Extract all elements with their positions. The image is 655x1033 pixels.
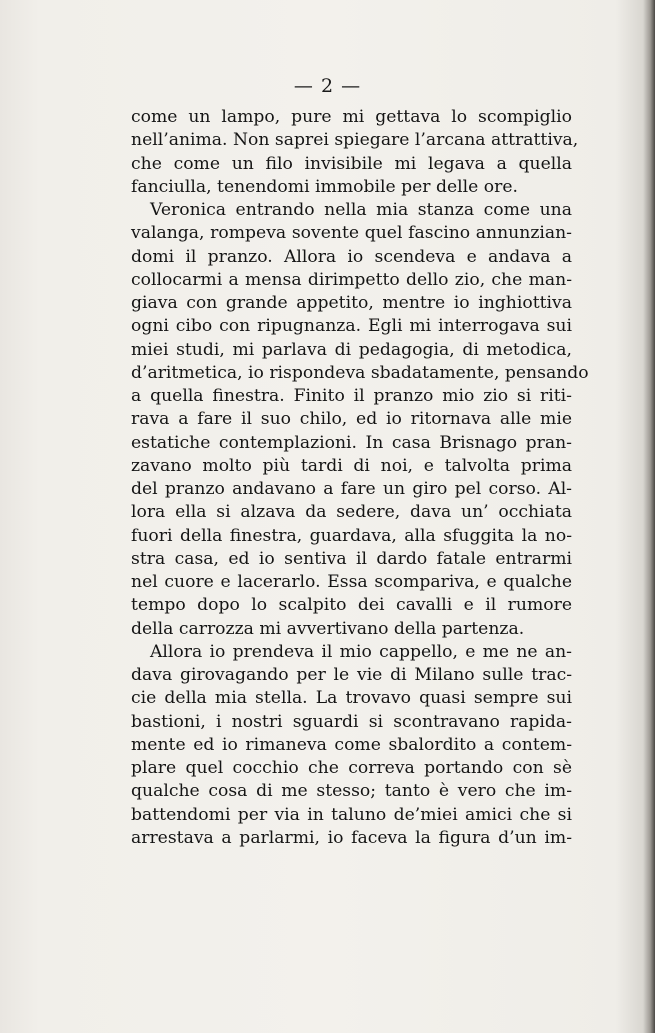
text-line: valanga, rompeva sovente quel fascino annunzian-: [131, 223, 572, 244]
text-line: qualche cosa di me stesso; tanto è vero che im-: [131, 781, 572, 802]
text-line: lora ella si alzava da sedere, dava un’ occhiata: [131, 502, 572, 523]
text-line: plare quel cocchio che correva portando con sè: [131, 758, 572, 778]
text-line: miei studi, mi parlava di pedagogia, di metodica,: [131, 339, 572, 360]
text-line: ogni cibo con ripugnanza. Egli mi interrogava sui: [131, 316, 572, 337]
page-binding-edge: [643, 0, 655, 1033]
text-line: stra casa, ed io sentiva il dardo fatale entrarmi: [131, 548, 572, 569]
text-line: Allora io prendeva il mio cappello, e me ne an-: [150, 641, 572, 662]
text-line: giava con grande appetito, mentre io inghiottiva: [131, 293, 572, 313]
text-line: estatiche contemplazioni. In casa Brisnago pran-: [131, 432, 572, 453]
text-line: d’aritmetica, io rispondeva sbadatamente, pensando: [131, 362, 589, 383]
paragraph: [131, 641, 572, 850]
text-line: rava a fare il suo chilo, ed io ritornava alle mie: [131, 409, 572, 430]
text-line: della carrozza mi avvertivano della partenza.: [131, 618, 525, 639]
text-line: nell’anima. Non saprei spiegare l’arcana attrattiva,: [131, 130, 579, 151]
text-line: fuori della finestra, guardava, alla sfuggita la no-: [131, 525, 572, 546]
text-line: mente ed io rimaneva come sbalordito a contem-: [131, 734, 572, 755]
text-line: domi il pranzo. Allora io scendeva e andava a: [131, 246, 572, 267]
text-line: fanciulla, tenendomi immobile per delle ore.: [131, 176, 518, 197]
text-line: nel cuore e lacerarlo. Essa scompariva, e qualche: [131, 572, 572, 592]
text-line: collocarmi a mensa dirimpetto dello zio, che man-: [131, 269, 572, 290]
text-line: cie della mia stella. La trovavo quasi sempre sui: [131, 688, 572, 709]
text-line: arrestava a parlarmi, io faceva la figura d’un im-: [131, 827, 572, 848]
text-line: dava girovagando per le vie di Milano sulle trac-: [131, 665, 572, 685]
paragraph: [131, 106, 579, 199]
text-line: del pranzo andavano a fare un giro pel corso. Al-: [131, 479, 572, 499]
text-line: tempo dopo lo scalpito dei cavalli e il rumore: [131, 595, 572, 616]
text-line: bastioni, i nostri sguardi si scontravano rapida-: [131, 711, 572, 732]
text-line: Veronica entrando nella mia stanza come una: [150, 200, 572, 220]
body-text: [131, 106, 589, 850]
text-line: zavano molto più tardi di noi, e talvolta prima: [131, 455, 572, 476]
paragraph: [131, 199, 589, 641]
text-line: come un lampo, pure mi gettava lo scompiglio: [131, 107, 572, 127]
text-line: che come un filo invisibile mi legava a quella: [131, 153, 572, 174]
text-line: battendomi per via in taluno de’miei amici che si: [131, 804, 572, 825]
text-line: a quella finestra. Finito il pranzo mio zio si riti-: [131, 386, 572, 406]
page-number: — 2 —: [293, 75, 362, 97]
